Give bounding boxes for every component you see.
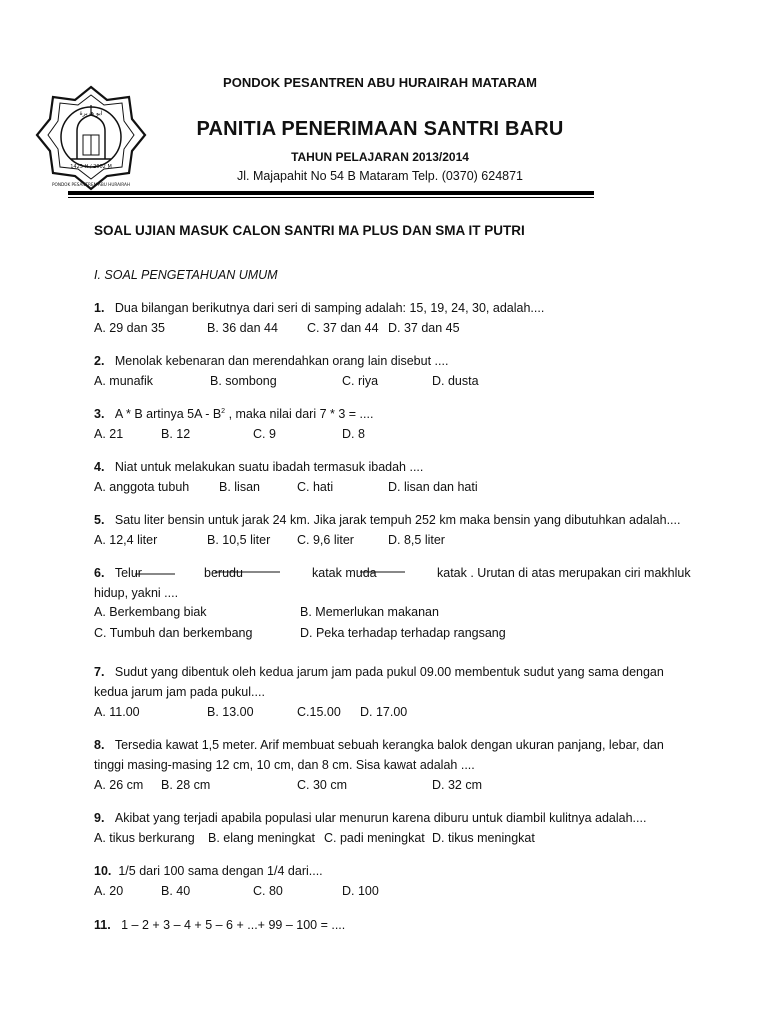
question-number: 1. (94, 301, 105, 315)
option-b: B. Memerlukan makanan (300, 605, 439, 619)
option-d: D. 100 (342, 884, 379, 898)
option-b: B. 28 cm (161, 778, 211, 792)
sequence-word-3: katak muda (312, 566, 377, 580)
option-c: C.15.00 (297, 705, 341, 719)
option-c: C. hati (297, 480, 334, 494)
option-a: A. Berkembang biak (94, 605, 207, 619)
seal-year-text: 1425 H / 2002 M (70, 164, 112, 170)
header-divider-thick (68, 191, 594, 195)
option-c: C. riya (342, 374, 379, 388)
option-a: A. 11.00 (94, 705, 140, 719)
option-d: D. 8,5 liter (388, 533, 445, 547)
question-7 (94, 665, 664, 679)
question-number: 7. (94, 665, 105, 679)
institution-name: PONDOK PESANTREN ABU HURAIRAH MATARAM (223, 75, 537, 90)
option-b: B. sombong (210, 374, 277, 388)
option-b: B. 12 (161, 427, 191, 441)
question-text: Tersedia kawat 1,5 meter. Arif membuat sebuah kerangka balok dengan ukuran panjang, lebar, dan (114, 738, 664, 752)
exam-title: SOAL UJIAN MASUK CALON SANTRI MA PLUS DAN SMA IT PUTRI (94, 223, 525, 238)
option-c: C. 9,6 liter (297, 533, 354, 547)
question-9 (94, 811, 646, 825)
option-a: A. 26 cm (94, 778, 144, 792)
question-4 (94, 460, 423, 474)
header-divider-thin (68, 197, 594, 198)
academic-year: TAHUN PELAJARAN 2013/2014 (291, 150, 469, 164)
question-number: 6. (94, 566, 105, 580)
option-b: B. lisan (219, 480, 260, 494)
option-b: B. elang meningkat (208, 831, 316, 845)
option-b: B. 10,5 liter (207, 533, 271, 547)
seal-icon (35, 85, 147, 197)
option-c: C. padi meningkat (324, 831, 425, 845)
question-text-line2: kedua jarum jam pada pukul.... (94, 685, 265, 699)
option-b: B. 36 dan 44 (207, 321, 278, 335)
option-c: C. 80 (253, 884, 283, 898)
question-number: 5. (94, 513, 105, 527)
committee-title: PANITIA PENERIMAAN SANTRI BARU (196, 118, 564, 140)
option-d: D. lisan dan hati (388, 480, 478, 494)
option-c: C. Tumbuh dan berkembang (94, 626, 253, 640)
option-a: A. 12,4 liter (94, 533, 158, 547)
option-c: C. 30 cm (297, 778, 348, 792)
question-text: Niat untuk melakukan suatu ibadah termasuk ibadah .... (114, 460, 424, 474)
option-a: A. tikus berkurang (94, 831, 195, 845)
option-d: D. 37 dan 45 (388, 321, 460, 335)
question-text: Sudut yang dibentuk oleh kedua jarum jam pada pukul 09.00 membentuk sudut yang sama dengan (114, 665, 664, 679)
option-d: D. Peka terhadap terhadap rangsang (300, 626, 506, 640)
question-3 (94, 407, 373, 421)
option-b: B. 40 (161, 884, 191, 898)
option-a: A. munafik (94, 374, 154, 388)
option-b: B. 13.00 (207, 705, 254, 719)
option-a: A. anggota tubuh (94, 480, 190, 494)
question-text: A * B artinya 5A - B (114, 407, 222, 421)
question-number: 4. (94, 460, 105, 474)
option-a: A. 21 (94, 427, 124, 441)
seal-ring-text: PONDOK PESANTREN ABU HURAIRAH (52, 182, 130, 187)
sequence-word-4: katak . Urutan di atas merupakan ciri makhluk (437, 566, 691, 580)
question-text: Menolak kebenaran dan merendahkan orang lain disebut .... (114, 354, 449, 368)
sequence-word-1: Telur (114, 566, 142, 580)
question-text: Akibat yang terjadi apabila populasi ular menurun karena diburu untuk diambil kulitnya adalah.... (114, 811, 647, 825)
question-number: 8. (94, 738, 105, 752)
address: Jl. Majapahit No 54 B Mataram Telp. (0370) 624871 (236, 169, 524, 183)
question-number: 2. (94, 354, 105, 368)
section-title: I. SOAL PENGETAHUAN UMUM (94, 268, 278, 282)
option-d: D. 8 (342, 427, 365, 441)
question-1 (94, 301, 544, 315)
sequence-word-2: berudu (204, 566, 243, 580)
option-d: D. dusta (432, 374, 479, 388)
option-d: D. tikus meningkat (432, 831, 535, 845)
question-number: 11. (94, 918, 111, 932)
option-c: C. 37 dan 44 (307, 321, 379, 335)
seal-arabic-text: ابو هريرة (79, 110, 103, 117)
option-d: D. 17.00 (360, 705, 408, 719)
question-text: 1 – 2 + 3 – 4 + 5 – 6 + ...+ 99 – 100 = .... (121, 918, 346, 932)
question-11 (94, 918, 345, 932)
question-text: Dua bilangan berikutnya dari seri di samping adalah: 15, 19, 24, 30, adalah.... (114, 301, 545, 315)
question-text-line2: hidup, yakni .... (94, 586, 179, 600)
question-8 (94, 738, 664, 752)
option-a: A. 20 (94, 884, 124, 898)
option-d: D. 32 cm (432, 778, 483, 792)
question-text: 1/5 dari 100 sama dengan 1/4 dari.... (118, 864, 323, 878)
question-2 (94, 354, 448, 368)
question-text-line2: tinggi masing-masing 12 cm, 10 cm, dan 8 cm. Sisa kawat adalah .... (94, 758, 475, 772)
question-number: 10. (94, 864, 112, 878)
option-c: C. 9 (253, 427, 276, 441)
question-10 (94, 864, 323, 878)
question-5 (94, 513, 680, 527)
exponent: 2 (221, 407, 226, 415)
question-text-continued: , maka nilai dari 7 * 3 = .... (228, 407, 374, 421)
question-text: Satu liter bensin untuk jarak 24 km. Jika jarak tempuh 252 km maka bensin yang dibutuhkan adalah.... (114, 513, 681, 527)
question-number: 3. (94, 407, 105, 421)
option-a: A. 29 dan 35 (94, 321, 165, 335)
question-number: 9. (94, 811, 105, 825)
